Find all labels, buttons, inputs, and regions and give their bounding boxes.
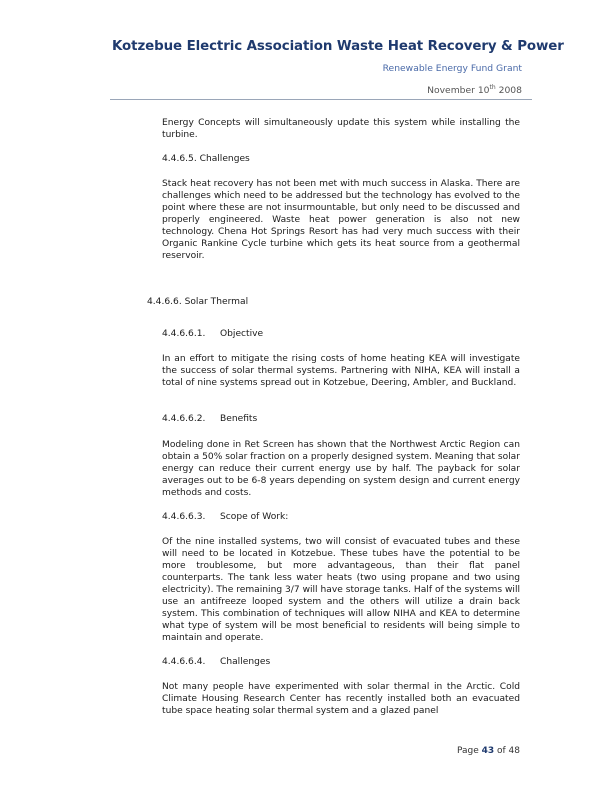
section-heading-solar-thermal: 4.4.6.6. Solar Thermal	[147, 297, 249, 307]
subsection-heading-scope	[162, 512, 288, 522]
date-ordinal: th	[489, 84, 496, 91]
scope-paragraph: Of the nine installed systems, two will consist of evacuated tubes and these will need to be located in Kotzebue. These tubes have the potential to be more troublesome, but more advantageous, than their flat panel counterparts. The tank less water heats (two using propane and two using electricity). The remaining 3/7 will have storage tanks. Half of the systems will use an antifreeze looped system and the others will utilize a drain back system. This combination of techniques will allow NIHA and KEA to determine what type of system will be most beneficial to residents will being simple to maintain and operate.	[162, 537, 520, 644]
date-month-day: November 10	[427, 85, 490, 97]
subsection-heading-objective	[162, 329, 263, 339]
document-date	[427, 84, 522, 96]
intro-paragraph: Energy Concepts will simultaneously update this system while installing the turbine.	[162, 118, 520, 141]
document-title: Kotzebue Electric Association Waste Heat Recovery & Power	[112, 39, 564, 54]
page-number	[457, 746, 520, 756]
subsection-label: Challenges	[220, 657, 271, 667]
subsection-number: 4.4.6.6.4.	[162, 657, 206, 667]
subsection-heading-benefits	[162, 414, 257, 424]
page-suffix: of 48	[494, 746, 520, 756]
page-current: 43	[481, 746, 495, 756]
subsection-number: 4.4.6.6.2.	[162, 414, 206, 424]
challenges-paragraph: Stack heat recovery has not been met with much success in Alaska. There are challenges which need to be addressed but the technology has evolved to the point where these are not insurmountable, but only need to be discussed and properly engineered. Waste heat power generation is also not new technology. Chena Hot Springs Resort has had very much success with their Organic Rankine Cycle turbine which gets its heat source from a geothermal reservoir.	[162, 179, 520, 262]
subsection-number: 4.4.6.6.3.	[162, 512, 206, 522]
document-subtitle: Renewable Energy Fund Grant	[382, 63, 522, 74]
subsection-label: Objective	[220, 329, 264, 339]
header-divider	[110, 99, 532, 100]
objective-paragraph: In an effort to mitigate the rising costs of home heating KEA will investigate the success of solar thermal systems. Partnering with NIHA, KEA will install a total of nine systems spread out in Kotzebue, Deering, Ambler, and Buckland.	[162, 354, 520, 389]
page-prefix: Page	[456, 746, 482, 756]
benefits-paragraph: Modeling done in Ret Screen has shown that the Northwest Arctic Region can obtain a 50% solar fraction on a properly designed system. Meaning that solar energy can reduce their current energy use by half. The payback for solar averages out to be 6-8 years depending on system design and current energy methods and costs.	[162, 440, 520, 499]
subsection-label: Benefits	[220, 414, 258, 424]
section-heading-challenges: 4.4.6.5. Challenges	[162, 154, 250, 164]
subsection-heading-challenges	[162, 657, 270, 667]
date-year: 2008	[495, 85, 522, 97]
subsection-number: 4.4.6.6.1.	[162, 329, 206, 339]
solar-challenges-paragraph: Not many people have experimented with solar thermal in the Arctic. Cold Climate Housing Research Center has recently installed both an evacuated tube space heating solar thermal system and a glazed panel	[162, 682, 520, 717]
subsection-label: Scope of Work:	[220, 512, 289, 522]
